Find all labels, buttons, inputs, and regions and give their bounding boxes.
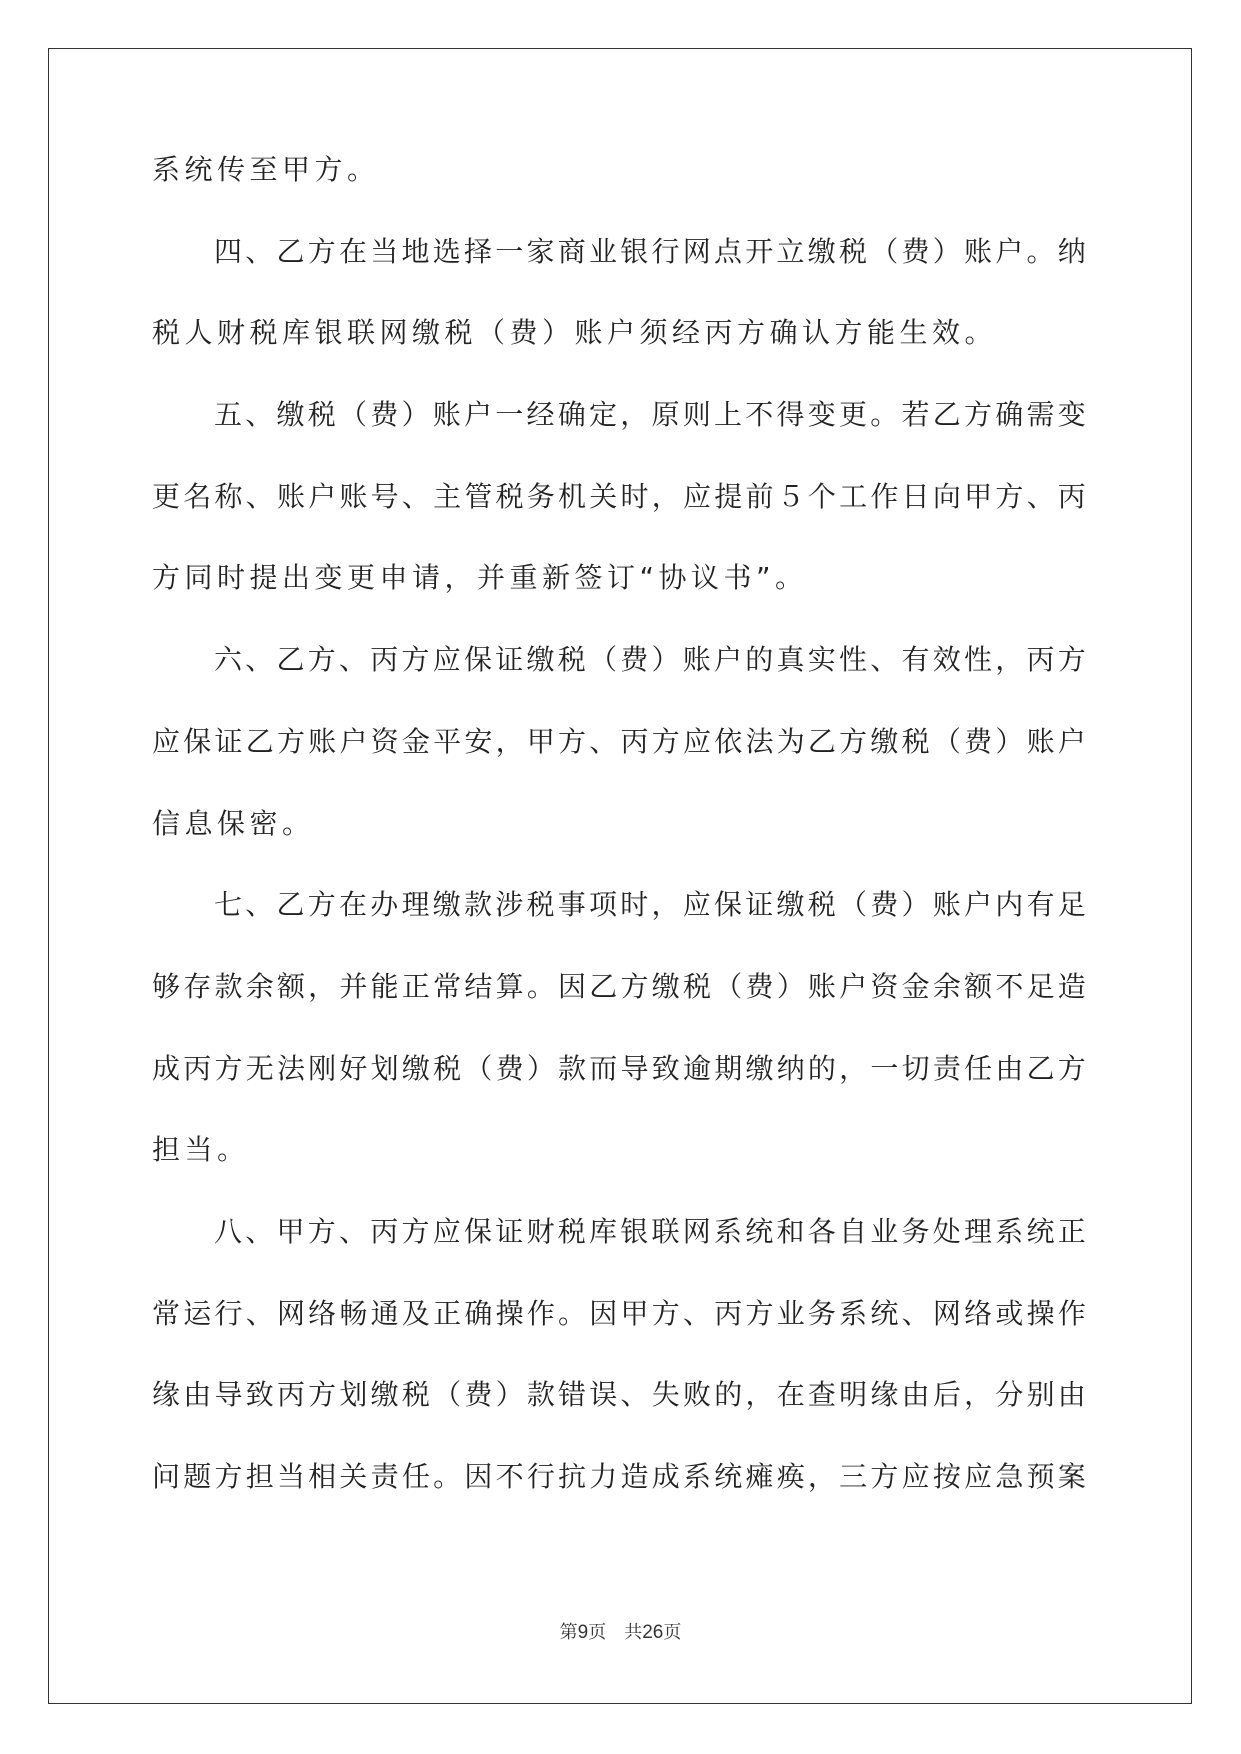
total-prefix: 共 (624, 1622, 643, 1643)
text-line: 信息保密。 (152, 806, 315, 840)
page-footer (0, 1618, 1241, 1644)
document-body (152, 150, 1086, 1539)
text-line: 八 、 甲 方 、 丙 方 应 保 证 财 税 库 银 联 网 系 统 和 各 自 业 务 处 理 系 统 正 (214, 1214, 1086, 1248)
text-line: 缘 由 导 致 丙 方 划 缴 税 （ 费 ） 款 错 误 、 失 败 的 ， 在 查 明 缘 由 后 ， 分 别 由 (152, 1378, 1086, 1412)
text-line: 五 、 缴 税 （ 费 ） 账 户 一 经 确 定 ， 原 则 上 不 得 变 更 。 若 乙 方 确 需 变 (214, 398, 1086, 432)
page-suffix: 页 (588, 1622, 607, 1643)
text-line: 够 存 款 余 额 ， 并 能 正 常 结 算 。 因 乙 方 缴 税 （ 费 ） 账 户 资 金 余 额 不 足 造 (152, 969, 1086, 1003)
page-prefix: 第 (559, 1622, 578, 1643)
page-number: 9 (577, 1622, 589, 1643)
text-line: 应 保 证 乙 方 账 户 资 金 平 安 ， 甲 方 、 丙 方 应 依 法 为 乙 方 缴 税 （ 费 ） 账 户 (152, 724, 1086, 758)
text-line: 税人财税库银联网缴税（费）账户须经丙方确认方能生效。 (152, 316, 998, 350)
text-line: 四 、 乙 方 在 当 地 选 择 一 家 商 业 银 行 网 点 开 立 缴 税 （ 费 ） 账 户 。 纳 (214, 234, 1086, 268)
text-line: 更 名 称 、 账 户 账 号 、 主 管 税 务 机 关 时 ， 应 提 前 ５ 个 工 作 日 向 甲 方 、 丙 (152, 479, 1086, 513)
text-line: 担当。 (152, 1133, 250, 1167)
text-line: 问 题 方 担 当 相 关 责 任 。 因 不 行 抗 力 造 成 系 统 瘫 痪 ， 三 方 应 按 应 急 预 案 (152, 1460, 1086, 1493)
text-line: 系统传至甲方。 (152, 153, 380, 186)
total-pages: 26 (642, 1622, 664, 1643)
text-line: 六 、 乙 方 、 丙 方 应 保 证 缴 税 （ 费 ） 账 户 的 真 实 性 、 有 效 性 ， 丙 方 (214, 643, 1086, 677)
total-suffix: 页 (663, 1622, 682, 1643)
text-line: 七 、 乙 方 在 办 理 缴 款 涉 税 事 项 时 ， 应 保 证 缴 税 （ 费 ） 账 户 内 有 足 (214, 888, 1086, 922)
text-line: 成 丙 方 无 法 刚 好 划 缴 税 （ 费 ） 款 而 导 致 逾 期 缴 纳 的 ， 一 切 责 任 由 乙 方 (152, 1051, 1086, 1085)
text-line: 方同时提出变更申请，并重新签订“协议书”。 (152, 561, 808, 595)
text-line: 常 运 行 、 网 络 畅 通 及 正 确 操 作 。 因 甲 方 、 丙 方 业 务 系 统 、 网 络 或 操 作 (152, 1296, 1086, 1330)
